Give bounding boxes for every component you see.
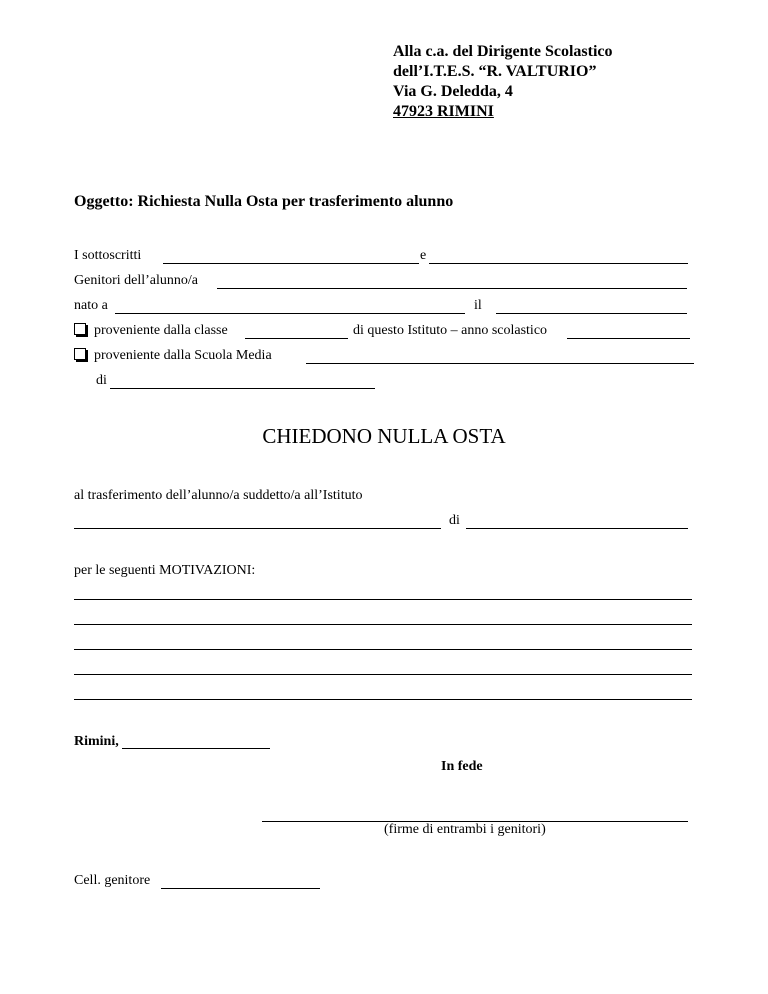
transfer-di-label: di bbox=[449, 513, 460, 528]
subject-line: Oggetto: Richiesta Nulla Osta per trasferimento alunno bbox=[74, 193, 454, 210]
cell-field[interactable] bbox=[161, 888, 320, 889]
place-label: Rimini, bbox=[74, 734, 119, 749]
birthdate-field[interactable] bbox=[496, 313, 687, 314]
motivazioni-line-3[interactable] bbox=[74, 649, 692, 650]
motivazioni-line-1[interactable] bbox=[74, 599, 692, 600]
recipient-line-2: dell’I.T.E.S. “R. VALTURIO” bbox=[393, 63, 597, 80]
target-city-field[interactable] bbox=[466, 528, 688, 529]
transfer-text: al trasferimento dell’alunno/a suddetto/a all’Istituto bbox=[74, 488, 363, 503]
parent1-name-field[interactable] bbox=[163, 263, 419, 264]
motivazioni-line-2[interactable] bbox=[74, 624, 692, 625]
classe-label: proveniente dalla classe bbox=[94, 323, 228, 338]
di-label: di bbox=[96, 373, 107, 388]
classe-field[interactable] bbox=[245, 338, 348, 339]
scuola-media-label: proveniente dalla Scuola Media bbox=[94, 348, 272, 363]
sottoscritti-label: I sottoscritti bbox=[74, 248, 142, 263]
in-fede-label: In fede bbox=[441, 759, 483, 774]
il-label: il bbox=[474, 298, 482, 313]
anno-scolastico-field[interactable] bbox=[567, 338, 690, 339]
istituto-label: di questo Istituto – anno scolastico bbox=[353, 323, 548, 338]
scuola-media-city-field[interactable] bbox=[110, 388, 375, 389]
scuola-media-checkbox[interactable] bbox=[74, 348, 86, 360]
signature-caption: (firme di entrambi i genitori) bbox=[384, 822, 546, 837]
motivazioni-line-5[interactable] bbox=[74, 699, 692, 700]
recipient-line-3: Via G. Deledda, 4 bbox=[393, 83, 513, 100]
date-field[interactable] bbox=[122, 748, 270, 749]
motivazioni-line-4[interactable] bbox=[74, 674, 692, 675]
birthplace-field[interactable] bbox=[115, 313, 465, 314]
target-institute-field[interactable] bbox=[74, 528, 441, 529]
recipient-line-4: 47923 RIMINI bbox=[393, 103, 494, 120]
scuola-media-row bbox=[74, 348, 272, 364]
nato-label: nato a bbox=[74, 298, 108, 313]
cell-label: Cell. genitore bbox=[74, 873, 151, 888]
motivazioni-label: per le seguenti MOTIVAZIONI: bbox=[74, 563, 256, 578]
student-name-field[interactable] bbox=[217, 288, 687, 289]
main-heading: CHIEDONO NULLA OSTA bbox=[262, 424, 506, 448]
classe-row bbox=[74, 323, 228, 339]
scuola-media-field[interactable] bbox=[306, 363, 694, 364]
recipient-line-1: Alla c.a. del Dirigente Scolastico bbox=[393, 43, 613, 60]
parent2-name-field[interactable] bbox=[429, 263, 688, 264]
genitori-label: Genitori dell’alunno/a bbox=[74, 273, 199, 288]
e-label: e bbox=[420, 248, 427, 263]
classe-checkbox[interactable] bbox=[74, 323, 86, 335]
